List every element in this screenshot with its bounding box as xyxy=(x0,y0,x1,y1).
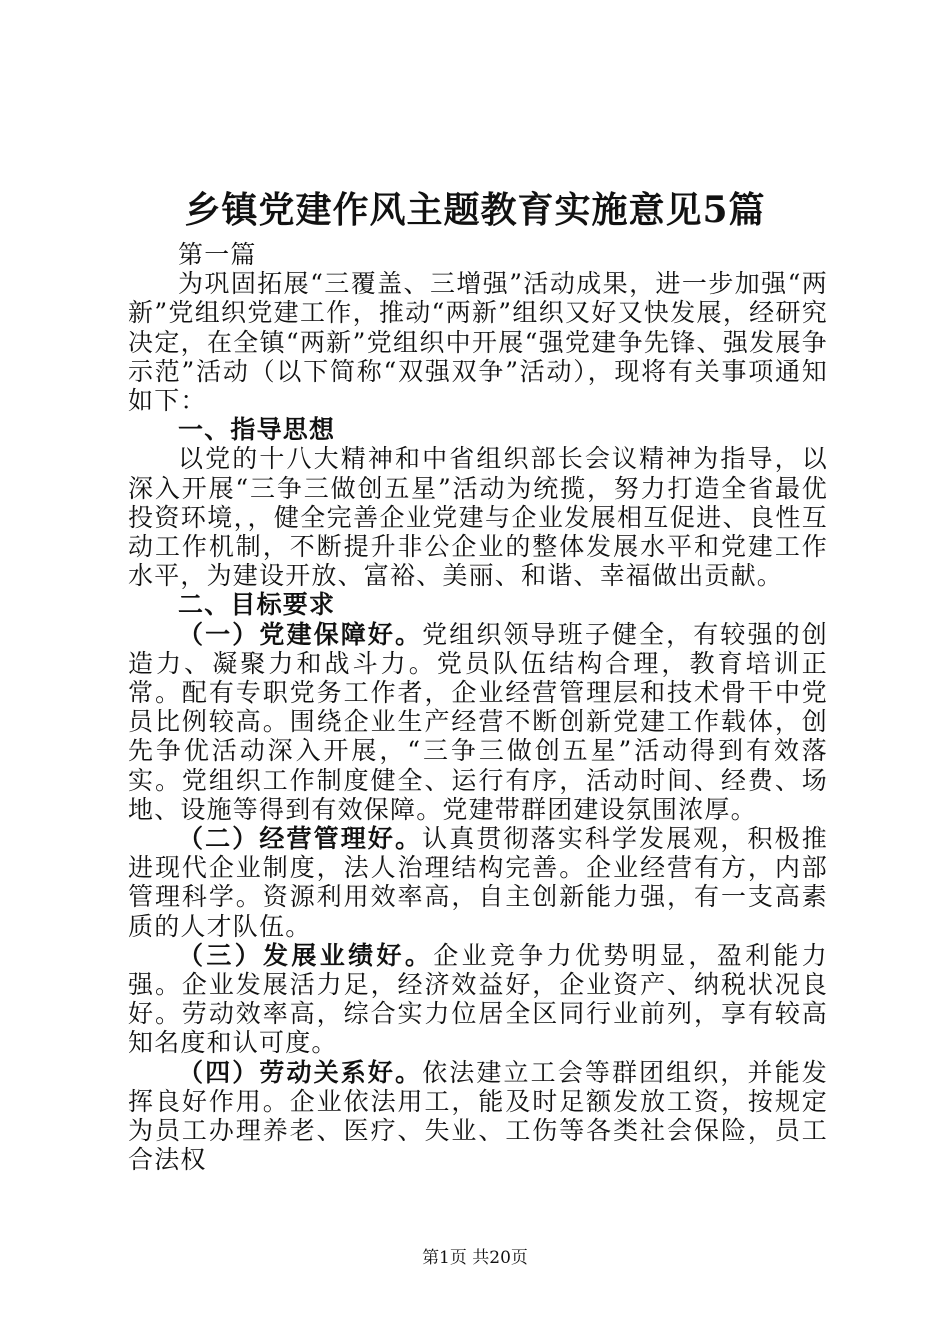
heading-goals: 二、目标要求 xyxy=(178,590,336,620)
section-label: 第一篇 xyxy=(178,240,257,269)
document-title: 乡镇党建作风主题教育实施意见5篇 xyxy=(184,189,766,231)
guiding-thought-paragraph: 以党的十八大精神和中省组织部长会议精神为指导，以深入开展“三争三做创五星”活动为统揽，努力打造全省最优投资环境，，健全完善企业党建与企业发展相互促进、良性互动工作机制，不断提升非公企业的整体发展水平和党建工作水平，为建设开放、富裕、美丽、和谐、幸福做出贡献。 xyxy=(128,444,828,591)
goal-item-4-title: （四）劳动关系好。 xyxy=(178,1057,423,1087)
goal-item-1 xyxy=(128,620,828,824)
goal-item-2-title: （二）经营管理好。 xyxy=(178,824,423,854)
goal-item-2-text: 认真贯彻落实科学发展观，积极推进现代企业制度，法人治理结构完善。企业经营有方，内部管理科学。资源利用效率高，自主创新能力强，有一支高素质的人才队伍。 xyxy=(128,824,828,941)
goal-item-4-text: 依法建立工会等群团组织，并能发挥良好作用。企业依法用工，能及时足额发放工资，按规定为员工办理养老、医疗、失业、工伤等各类社会保险，员工合法权 xyxy=(128,1057,828,1175)
document-body xyxy=(128,240,828,1175)
heading-guiding-thought: 一、指导思想 xyxy=(178,415,336,445)
goal-item-1-title: （一）党建保障好。 xyxy=(178,619,423,649)
intro-paragraph: 为巩固拓展“三覆盖、三增强”活动成果，进一步加强“两新”党组织党建工作，推动“两新”组织又好又快发展，经研究决定，在全镇“两新”党组织中开展“强党建争先锋、强发展争示范”活动（以下简称“双强双争”活动），现将有关事项通知如下： xyxy=(128,269,828,416)
goal-item-3-title: （三）发展业绩好。 xyxy=(178,940,434,970)
goal-item-2 xyxy=(128,824,828,941)
goal-item-3-text: 企业竞争力优势明显，盈利能力强。企业发展活力足，经济效益好，企业资产、纳税状况良好。劳动效率高，综合实力位居全区同行业前列，享有较高知名度和认可度。 xyxy=(128,940,828,1058)
page-footer: 第1页 共20页 xyxy=(422,1248,528,1268)
goal-item-3 xyxy=(128,941,828,1058)
goal-item-4 xyxy=(128,1058,828,1175)
goal-item-1-text: 党组织领导班子健全，有较强的创造力、凝聚力和战斗力。党员队伍结构合理，教育培训正常。配有专职党务工作者，企业经营管理层和技术骨干中党员比例较高。围绕企业生产经营不断创新党建工作载体，创先争优活动深入开展，“三争三做创五星”活动得到有效落实。党组织工作制度健全、运行有序，活动时间、经费、场地、设施等得到有效保障。党建带群团建设氛围浓厚。 xyxy=(128,619,828,824)
